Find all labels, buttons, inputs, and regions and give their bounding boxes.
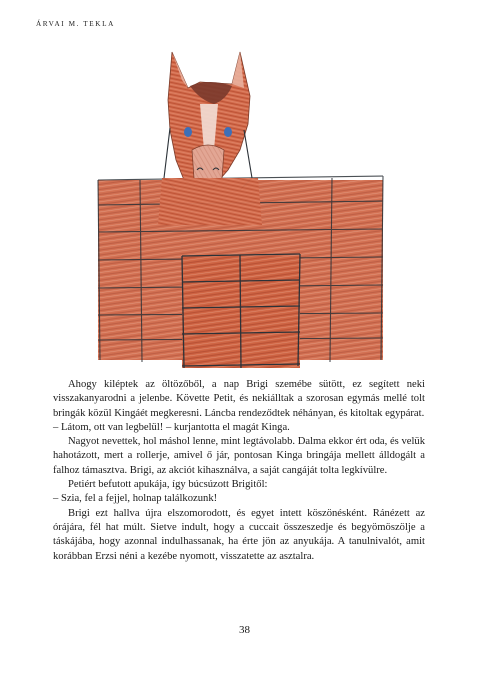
paragraph: Ahogy kiléptek az öltözőből, a nap Brigi szemébe sütött, ez segített neki visszakanyarodni a jelenbe. Követte Petit, és nekiálltak a szorosan egymás mellé tolt bringák közül Kingáét megkeresni. Láncba rendeződtek néhányan, és kitoltak egypárat. [53,379,425,419]
paragraph: Brigi ezt hallva újra elszomorodott, és egyet intett köszönésként. Ránézett az órájára, fél hat múlt. Sietve indult, hogy a cuccait összeszedje és begyömöszölje a táskájába, hogy azonnal indulhassanak, ha érte jön az anyukája. A tanulnivalót, amit korábban Erzsi néni a kezébe nyomott, visszatette az asztalra. [53,507,425,562]
dialogue-line: – Látom, ott van legbelül! – kurjantotta el magát Kinga. [53,421,290,433]
fence-front [182,254,300,368]
running-head: ÁRVAI M. TEKLA [36,20,115,28]
body-text [53,378,425,564]
horse-eye-left [184,127,192,137]
horse-eye-right [224,127,232,137]
paragraph: Nagyot nevettek, hol máshol lenne, mint legtávolabb. Dalma ekkor ért oda, és velük hahotázott, mert a rollerje, amivel ő jár, pontosan Kinga bringája mellett álldogált a falhoz támasztva. Brigi, az akciót kihasználva, a saját cangáját tolta legkívülre. [53,436,425,476]
paragraph: Petiért befutott apukája, így búcsúzott Brigitől: [68,479,268,491]
page-number: 38 [239,624,250,636]
horse-head [158,52,262,225]
dialogue-line: – Szia, fel a fejjel, holnap találkozunk! [53,493,218,505]
